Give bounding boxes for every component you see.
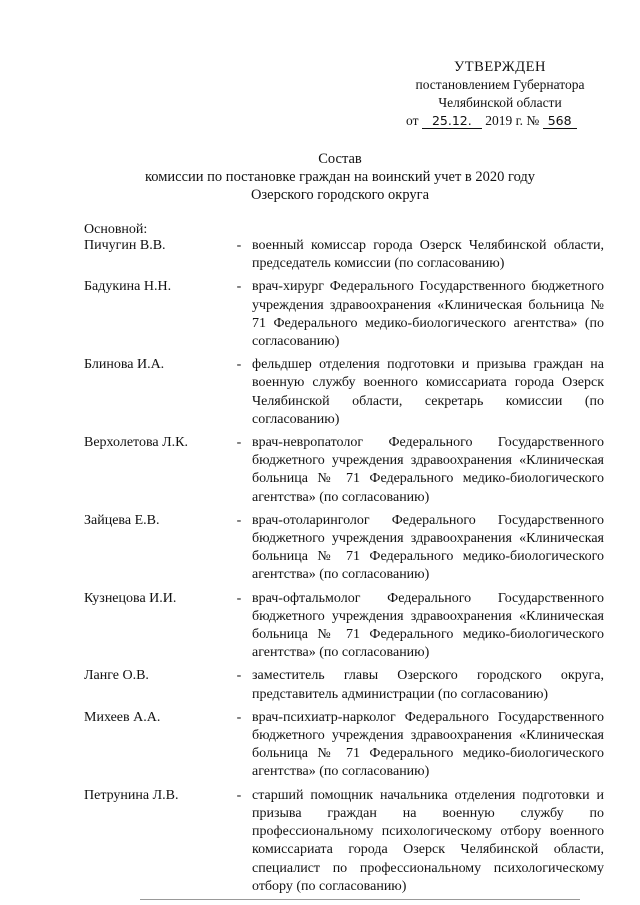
member-row — [84, 356, 604, 429]
member-role: врач-офтальмолог Федерального Государственного бюджетного учреждения здравоохранения «Клиническая больница № 71 Федерального медико-биологического агентства» (по согласованию) — [252, 590, 604, 661]
member-name: Петрунина Л.В. — [84, 787, 179, 803]
member-dash: - — [236, 590, 242, 606]
title-line-1: Состав — [318, 151, 362, 167]
year-number-label: 2019 г. № — [485, 113, 540, 128]
member-name: Зайцева Е.В. — [84, 512, 160, 528]
member-role: военный комиссар города Озерск Челябинской области, председатель комиссии (по согласованию) — [252, 238, 604, 272]
member-row — [84, 237, 604, 273]
date-prefix: от — [406, 113, 419, 128]
member-dash: - — [236, 668, 242, 684]
member-name: Верхолетова Л.К. — [84, 435, 188, 451]
member-dash: - — [236, 357, 242, 373]
approval-line-1: постановлением Губернатора — [415, 77, 585, 92]
approval-line-2: Челябинской области — [438, 95, 562, 110]
member-role: врач-невропатолог Федерального Государственного бюджетного учреждения здравоохранения «Клиническая больница № 71 Федерального медико-биологического агентства» (по согласованию) — [252, 435, 604, 505]
member-role: врач-хирург Федерального Государственного бюджетного учреждения здравоохранения «Клиническая больница № 71 Федерального медико-биологического агентства» (по согласованию) — [252, 279, 604, 350]
member-row — [84, 590, 604, 663]
document-title — [60, 150, 620, 204]
member-name: Пичугин В.В. — [84, 238, 166, 253]
member-dash: - — [236, 435, 242, 451]
member-role: врач-отоларинголог Федерального Государственного бюджетного учреждения здравоохранения «Клиническая больница № 71 Федерального медико-биологического агентства» (по согласованию) — [252, 512, 604, 583]
member-dash: - — [236, 512, 242, 528]
member-role: врач-психиатр-нарколог Федерального Государственного бюджетного учреждения здравоохранения «Клиническая больница № 71 Федерального медико-биологического агентства» (по согласованию) — [252, 709, 604, 780]
member-row — [84, 278, 604, 351]
member-role: старший помощник начальника отделения подготовки и призыва граждан на военную службу по профессиональному психологическому отбору военного комиссариата города Озерск Челябинской области, специалист по профессиональному психологическому отбору (по согласованию) — [252, 787, 604, 894]
title-line-3: Озерского городского округа — [250, 187, 430, 203]
page-bottom-rule — [140, 899, 580, 900]
approval-stamp — [400, 58, 600, 130]
member-row — [84, 667, 604, 703]
member-name: Ланге О.В. — [84, 668, 149, 684]
member-dash: - — [236, 787, 242, 803]
member-dash: - — [236, 709, 242, 725]
member-role: заместитель главы Озерского городского округа, представитель администрации (по согласованию) — [252, 668, 604, 702]
member-row — [84, 787, 604, 896]
member-name: Михеев А.А. — [84, 709, 161, 725]
member-dash: - — [236, 279, 242, 295]
member-row — [84, 512, 604, 585]
member-name: Кузнецова И.И. — [84, 590, 177, 606]
member-row — [84, 434, 604, 507]
members-list — [84, 237, 604, 896]
section-label: Основной: — [84, 222, 148, 237]
approval-heading: УТВЕРЖДЕН — [454, 59, 546, 75]
member-dash: - — [236, 238, 242, 253]
member-role: фельдшер отделения подготовки и призыва граждан на военную службу военного комиссариата города Озерск Челябинской области, секретарь комиссии (по согласованию) — [252, 357, 604, 427]
handwritten-date: 25.12. — [422, 113, 482, 129]
member-row — [84, 709, 604, 782]
approval-date-line — [400, 112, 600, 130]
title-line-2: комиссии по постановке граждан на воинский учет в 2020 году — [144, 169, 536, 185]
member-name: Бадукина Н.Н. — [84, 279, 172, 295]
handwritten-number: 568 — [543, 113, 577, 129]
member-name: Блинова И.А. — [84, 357, 165, 373]
